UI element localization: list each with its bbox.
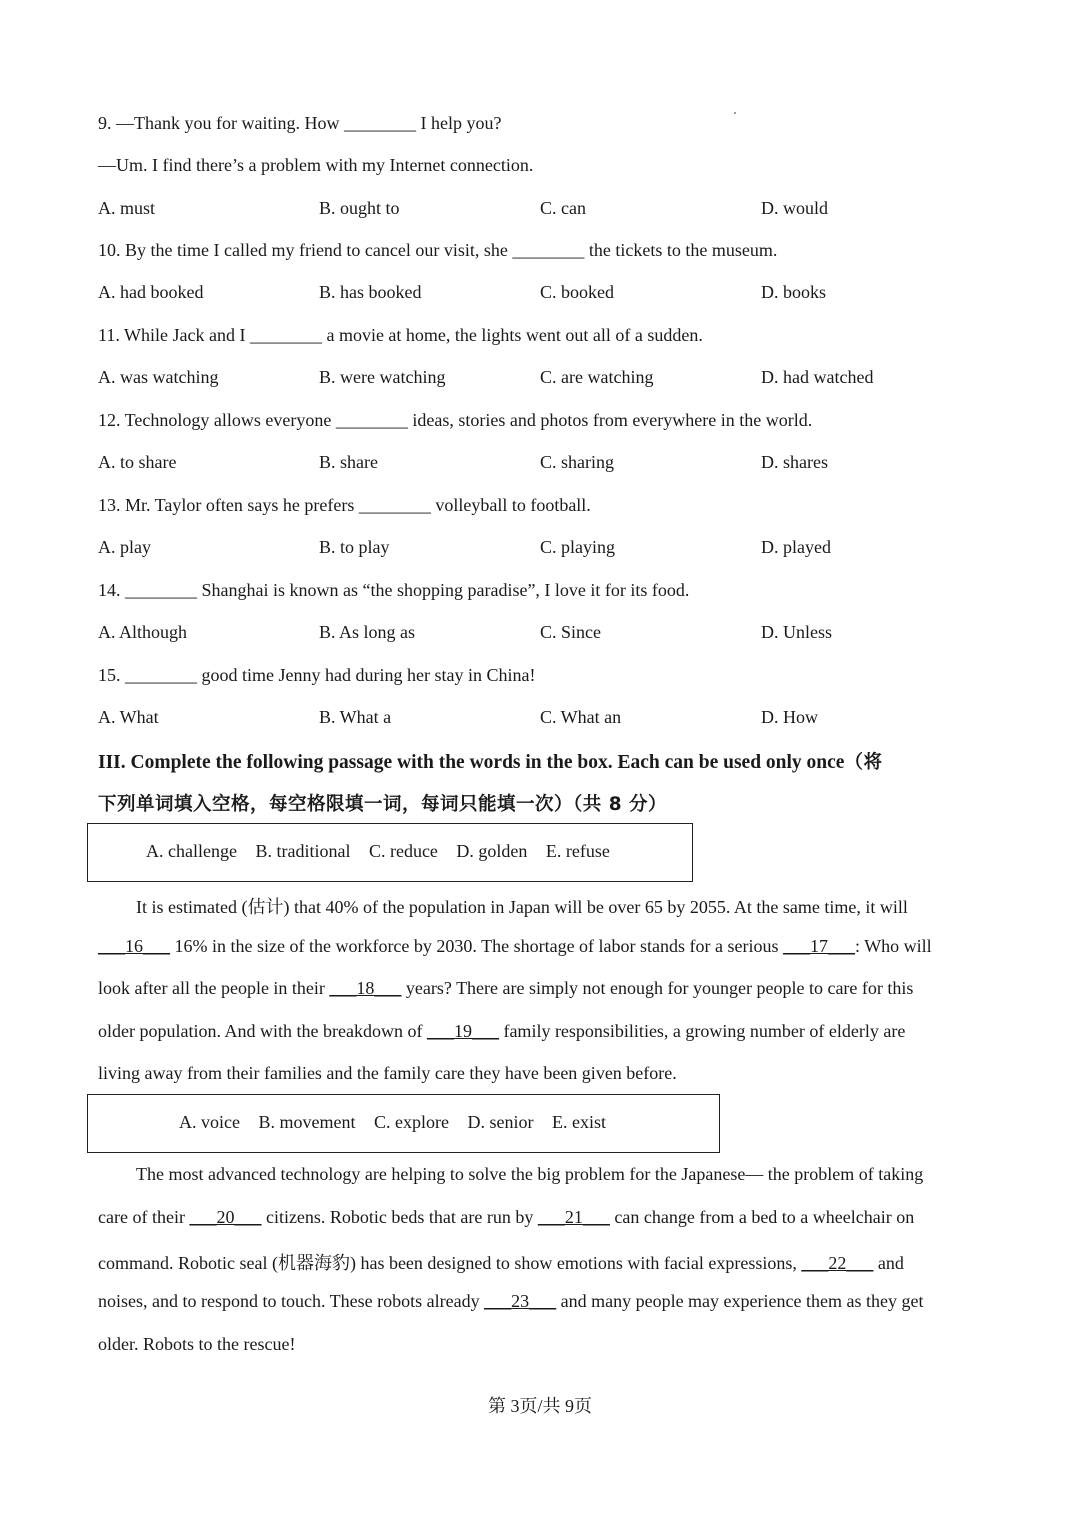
passage-1-line-3 (98, 978, 913, 999)
section-3-heading-line2 (98, 790, 667, 816)
option-c: C. are watching (540, 367, 654, 387)
blank-23[interactable]: ___23___ (484, 1291, 557, 1311)
question-10-options (98, 282, 998, 306)
word-option: D. golden (456, 841, 528, 861)
section-3-heading (98, 748, 882, 774)
question-14-options (98, 622, 998, 646)
question-11-stem: 11. While Jack and I ________ a movie at home, the lights went out all of a sudden. (98, 325, 703, 345)
passage-1-line-5: living away from their families and the family care they have been given before. (98, 1063, 677, 1083)
passage-text: citizens. Robotic beds that are run by (261, 1207, 538, 1227)
word-option: A. challenge (146, 841, 237, 861)
option-d: D. would (761, 198, 828, 218)
passage-text: care of their (98, 1207, 190, 1227)
question-14-stem: 14. ________ Shanghai is known as “the shopping paradise”, I love it for its food. (98, 580, 690, 600)
blank-17[interactable]: ___17___ (783, 936, 856, 956)
word-option: E. exist (551, 1112, 606, 1132)
word-option: B. movement (258, 1112, 356, 1132)
passage-2-line-2 (98, 1207, 914, 1228)
question-15-stem: 15. ________ good time Jenny had during her stay in China! (98, 665, 536, 685)
option-c: C. can (540, 198, 586, 218)
passage-text: 16% in the size of the workforce by 2030. The shortage of labor stands for a serious (170, 936, 784, 956)
option-d: D. shares (761, 452, 828, 472)
option-c: C. What an (540, 707, 622, 727)
word-option: B. traditional (255, 841, 351, 861)
option-d: D. had watched (761, 367, 874, 387)
passage-text: command. Robotic seal (机器海豹) has been designed to show emotions with facial expressions, (98, 1253, 802, 1273)
option-a: A. Although (98, 622, 188, 642)
passage-1-line-1: It is estimated (估计) that 40% of the population in Japan will be over 65 by 2055. At the same time, it will (136, 897, 908, 917)
blank-18[interactable]: ___18___ (329, 978, 402, 998)
blank-19[interactable]: ___19___ (426, 1021, 499, 1041)
question-9-reply: —Um. I find there’s a problem with my Internet connection. (98, 155, 534, 175)
word-option: D. senior (467, 1112, 534, 1132)
passage-2-line-3 (98, 1249, 904, 1275)
blank-21[interactable]: ___21___ (537, 1207, 610, 1227)
passage-2-line-5: older. Robots to the rescue! (98, 1334, 296, 1354)
passage-1-line-2 (98, 936, 932, 957)
option-b: B. What a (319, 707, 392, 727)
word-box-2-words (179, 1112, 620, 1133)
option-b: B. were watching (319, 367, 446, 387)
passage-2-line-4 (98, 1291, 923, 1312)
question-9-options (98, 198, 998, 222)
passage-text: and many people may experience them as they get (556, 1291, 924, 1311)
option-a: A. must (98, 198, 156, 218)
option-b: B. to play (319, 537, 390, 557)
passage-text: noises, and to respond to touch. These robots already (98, 1291, 485, 1311)
word-box-1 (87, 823, 693, 882)
option-d: D. played (761, 537, 831, 557)
question-13-stem: 13. Mr. Taylor often says he prefers ________ volleyball to football. (98, 495, 591, 515)
question-15-options (98, 707, 998, 731)
option-b: B. share (319, 452, 378, 472)
word-box-1-words (146, 841, 624, 862)
option-c: C. sharing (540, 452, 614, 472)
option-c: C. playing (540, 537, 615, 557)
option-a: A. What (98, 707, 159, 727)
passage-text: years? There are simply not enough for younger people to care for this (401, 978, 914, 998)
section-3-heading-en: III. Complete the following passage with the words in the box. Each can be used only once (98, 752, 845, 773)
option-d: D. Unless (761, 622, 832, 642)
word-option: C. explore (373, 1112, 449, 1132)
blank-16[interactable]: ___16___ (98, 936, 170, 956)
option-b: B. ought to (319, 198, 400, 218)
word-option: E. refuse (545, 841, 610, 861)
passage-1-line-4 (98, 1021, 905, 1042)
question-11-options (98, 367, 998, 391)
option-d: D. How (761, 707, 818, 727)
word-option: C. reduce (368, 841, 438, 861)
passage-text: family responsibilities, a growing number of elderly are (498, 1021, 906, 1041)
option-b: B. As long as (319, 622, 416, 642)
option-c: C. booked (540, 282, 614, 302)
option-a: A. was watching (98, 367, 219, 387)
page-number: 第 3页/共 9页 (487, 1396, 592, 1416)
passage-text: look after all the people in their (98, 978, 330, 998)
section-3-heading-cn: 下列单词填入空格，每空格限填一词，每词只能填一次）（共 8 分） (98, 794, 668, 815)
option-b: B. has booked (319, 282, 422, 302)
option-d: D. books (761, 282, 827, 302)
option-c: C. Since (540, 622, 601, 642)
blank-20[interactable]: ___20___ (189, 1207, 262, 1227)
question-13-options (98, 537, 998, 561)
scan-dot (734, 112, 736, 114)
word-option: A. voice (179, 1112, 240, 1132)
passage-text: can change from a bed to a wheelchair on (609, 1207, 915, 1227)
passage-2-line-1: The most advanced technology are helping to solve the big problem for the Japanese— the problem of taking (136, 1164, 924, 1184)
word-box-2 (87, 1094, 720, 1153)
blank-22[interactable]: ___22___ (801, 1253, 874, 1273)
option-a: A. had booked (98, 282, 204, 302)
option-a: A. to share (98, 452, 177, 472)
section-3-heading-cn-start: （将 (844, 752, 883, 773)
question-12-options (98, 452, 998, 476)
passage-text: older population. And with the breakdown of (98, 1021, 427, 1041)
passage-text: and (873, 1253, 904, 1273)
question-10-stem: 10. By the time I called my friend to cancel our visit, she ________ the tickets to the museum. (98, 240, 778, 260)
passage-text: : Who will (855, 936, 932, 956)
question-12-stem: 12. Technology allows everyone ________ ideas, stories and photos from everywhere in the world. (98, 410, 813, 430)
question-9-stem: 9. —Thank you for waiting. How ________ I help you? (98, 113, 502, 133)
option-a: A. play (98, 537, 151, 557)
